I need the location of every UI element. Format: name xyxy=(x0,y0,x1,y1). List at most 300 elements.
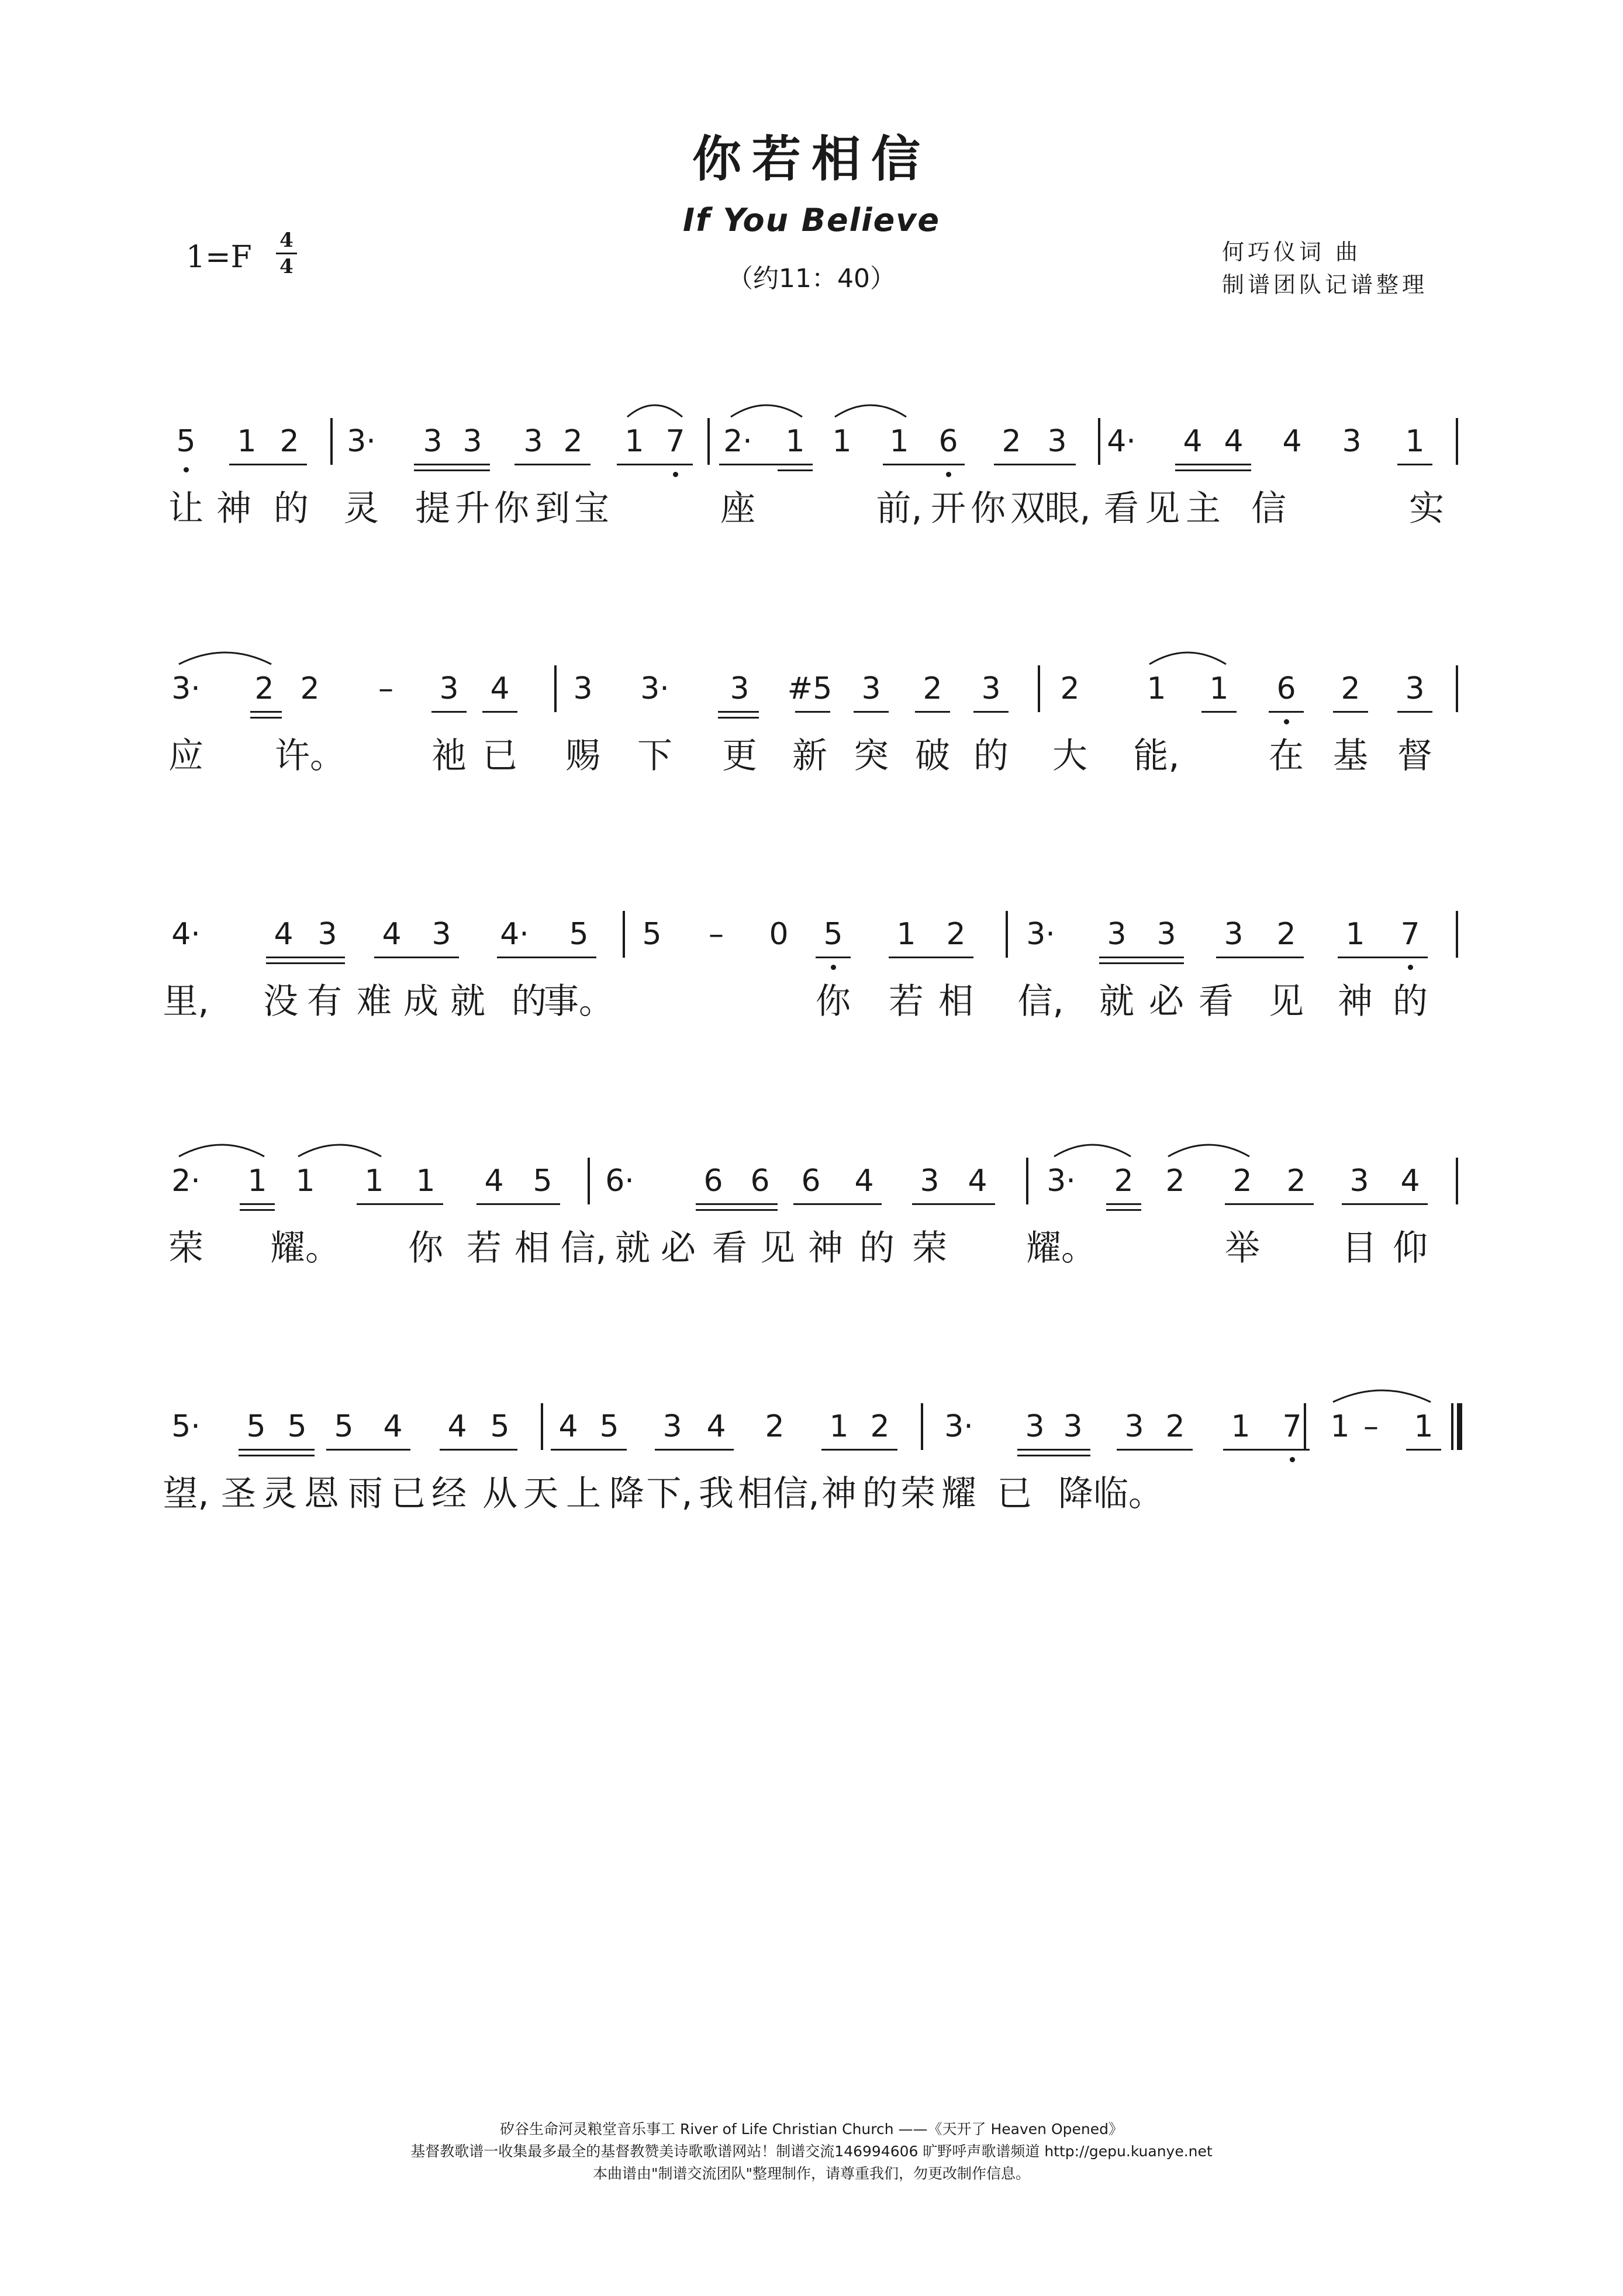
jianpu-note: 4· xyxy=(1107,424,1136,459)
jianpu-note: 1 xyxy=(416,1163,436,1199)
lyric-syllable: 荣 xyxy=(168,1228,203,1269)
lyric-syllable: 举 xyxy=(1225,1228,1260,1269)
jianpu-note: 1 xyxy=(247,1163,267,1199)
eighth-underline xyxy=(1223,1449,1310,1451)
lyric-syllable: 相 xyxy=(514,1228,550,1269)
low-octave-dot xyxy=(946,472,951,477)
jianpu-note: 3· xyxy=(1026,917,1055,952)
eighth-underline xyxy=(239,1449,315,1451)
bar-line xyxy=(1456,665,1458,712)
lyric-syllable: 已 xyxy=(997,1473,1032,1514)
jianpu-note: 2 xyxy=(946,917,966,952)
sixteenth-underline xyxy=(718,717,759,719)
lyric-syllable: 的 xyxy=(859,1228,895,1269)
jianpu-note: 3 xyxy=(1025,1409,1045,1444)
jianpu-note: 6 xyxy=(938,424,958,459)
jianpu-note: 1 xyxy=(896,917,916,952)
lyric-syllable: 督 xyxy=(1397,736,1432,776)
eighth-underline xyxy=(994,464,1076,465)
jianpu-note: 2 xyxy=(1341,671,1360,706)
lyric-syllable: 双 xyxy=(1010,488,1045,529)
lyric-syllable: 必 xyxy=(661,1228,696,1269)
lyric-syllable: 见 xyxy=(1145,488,1180,529)
jianpu-note: 2 xyxy=(1286,1163,1306,1199)
lyric-syllable: 信, xyxy=(560,1228,607,1269)
lyric-syllable: 已 xyxy=(391,1473,426,1514)
lyric-syllable: 有 xyxy=(307,981,342,1022)
footer-line-3: 本曲谱由"制谱交流团队"整理制作，请尊重我们，勿更改制作信息。 xyxy=(592,2165,1030,2182)
bar-line xyxy=(1006,911,1008,958)
jianpu-note: 2 xyxy=(1002,424,1021,459)
lyric-syllable: 荣 xyxy=(900,1473,935,1514)
footer-line-2: 基督教歌谱一收集最多最全的基督教赞美诗歌歌谱网站！制谱交流146994606 旷野呼声歌谱频道 http://gepu.kuanye.net xyxy=(410,2143,1213,2160)
jianpu-note: 4· xyxy=(171,917,201,952)
lyric-syllable: 的 xyxy=(1393,981,1428,1022)
jianpu-note: 6 xyxy=(1276,671,1296,706)
bar-line xyxy=(1456,911,1458,958)
jianpu-note: 5 xyxy=(823,917,843,952)
eighth-underline xyxy=(912,1203,995,1205)
lyric-syllable: 看 xyxy=(712,1228,747,1269)
bar-line xyxy=(330,418,333,465)
jianpu-note: 2 xyxy=(1165,1409,1185,1444)
jianpu-note: 4 xyxy=(1224,424,1244,459)
eighth-underline xyxy=(718,711,759,713)
lyric-syllable: 临。 xyxy=(1093,1473,1163,1514)
lyric-syllable: 眼, xyxy=(1044,488,1091,529)
lyric-syllable: 若 xyxy=(889,981,924,1022)
lyric-syllable: 的 xyxy=(973,736,1009,776)
tie-arc xyxy=(833,396,908,419)
jianpu-note: 1 xyxy=(832,424,852,459)
jianpu-note: 3· xyxy=(1047,1163,1076,1199)
eighth-underline xyxy=(973,711,1009,713)
lyric-syllable: 看 xyxy=(1104,488,1139,529)
sixteenth-underline xyxy=(266,962,345,964)
lyric-syllable: 基 xyxy=(1333,736,1368,776)
jianpu-note: 6· xyxy=(605,1163,634,1199)
footer-line-1: 矽谷生命河灵粮堂音乐事工 River of Life Christian Church ——《天开了 Heaven Opened》 xyxy=(500,2121,1123,2138)
bar-line xyxy=(1304,1403,1306,1450)
jianpu-note: 4 xyxy=(854,1163,874,1199)
lyric-syllable: 的 xyxy=(274,488,309,529)
jianpu-note: 3 xyxy=(1124,1409,1144,1444)
tie-arc xyxy=(177,1135,266,1159)
lyric-syllable: 神 xyxy=(821,1473,857,1514)
eighth-underline xyxy=(1342,1203,1428,1205)
lyric-syllable: 神 xyxy=(1338,981,1373,1022)
lyric-syllable: 就 xyxy=(615,1228,650,1269)
lyric-syllable: 恩 xyxy=(304,1473,339,1514)
jianpu-note: 4 xyxy=(1282,424,1302,459)
jianpu-note: 4 xyxy=(1400,1163,1420,1199)
jianpu-note: 5 xyxy=(569,917,589,952)
lyric-syllable: 在 xyxy=(1269,736,1304,776)
eighth-underline xyxy=(440,1449,517,1451)
jianpu-note: 3 xyxy=(523,424,543,459)
sixteenth-underline xyxy=(1106,1209,1141,1211)
eighth-underline xyxy=(1338,957,1428,958)
tie-arc xyxy=(1052,1135,1132,1159)
final-bar-thick xyxy=(1457,1403,1462,1450)
low-octave-dot xyxy=(1284,719,1289,724)
eighth-underline xyxy=(793,1203,882,1205)
song-subtitle: If You Believe xyxy=(682,202,941,239)
jianpu-note: 4 xyxy=(484,1163,504,1199)
bar-line xyxy=(1038,665,1040,712)
lyric-syllable: 必 xyxy=(1149,981,1184,1022)
jianpu-note: 3 xyxy=(1047,424,1067,459)
eighth-underline xyxy=(1099,957,1184,958)
lyric-syllable: 大 xyxy=(1052,736,1087,776)
eighth-underline xyxy=(482,711,517,713)
tie-arc xyxy=(626,396,684,419)
eighth-underline xyxy=(1225,1203,1314,1205)
jianpu-note: 1 xyxy=(1147,671,1166,706)
jianpu-note: 3 xyxy=(861,671,881,706)
sixteenth-underline xyxy=(250,717,282,719)
lyric-syllable: 仰 xyxy=(1393,1228,1428,1269)
jianpu-note: 0 xyxy=(769,917,789,952)
jianpu-note: 3· xyxy=(171,671,201,706)
jianpu-note: 3 xyxy=(317,917,337,952)
lyric-syllable: 破 xyxy=(915,736,950,776)
eighth-underline xyxy=(1106,1203,1141,1205)
lyric-syllable: 看 xyxy=(1199,981,1234,1022)
key-signature: 1=F xyxy=(186,240,252,275)
bar-line xyxy=(707,418,710,465)
jianpu-note: 5 xyxy=(599,1409,619,1444)
eighth-underline xyxy=(551,1449,627,1451)
jianpu-note: 3 xyxy=(920,1163,940,1199)
eighth-underline xyxy=(1216,957,1304,958)
jianpu-note: 2 xyxy=(1165,1163,1185,1199)
lyric-syllable: 升 xyxy=(455,488,490,529)
bar-line xyxy=(1456,418,1458,465)
tie-arc xyxy=(1148,643,1228,667)
jianpu-note: 3· xyxy=(347,424,376,459)
jianpu-note: 3 xyxy=(1063,1409,1083,1444)
lyric-syllable: 见 xyxy=(1269,981,1304,1022)
lyric-syllable: 信, xyxy=(773,1473,820,1514)
jianpu-note: 3· xyxy=(640,671,669,706)
eighth-underline xyxy=(1017,1449,1090,1451)
lyric-syllable: 天 xyxy=(523,1473,558,1514)
jianpu-note: 2 xyxy=(870,1409,890,1444)
lyric-syllable: 见 xyxy=(760,1228,795,1269)
scripture-reference: （约11：40） xyxy=(727,264,896,294)
jianpu-note: 2 xyxy=(923,671,942,706)
sixteenth-underline xyxy=(1099,962,1184,964)
lyric-syllable: 主 xyxy=(1186,488,1221,529)
jianpu-note: 4 xyxy=(447,1409,467,1444)
lyric-syllable: 没 xyxy=(263,981,298,1022)
eighth-underline xyxy=(514,464,591,465)
eighth-underline xyxy=(655,1449,734,1451)
jianpu-note: 4 xyxy=(274,917,293,952)
lyric-syllable: 赐 xyxy=(565,736,600,776)
bar-line xyxy=(554,665,557,712)
jianpu-note: 2 xyxy=(1232,1163,1252,1199)
jianpu-note: 1 xyxy=(785,424,805,459)
eighth-underline xyxy=(696,1203,778,1205)
jianpu-note: 1 xyxy=(829,1409,849,1444)
jianpu-note: 7 xyxy=(1282,1409,1302,1444)
lyric-syllable: 开 xyxy=(931,488,966,529)
eighth-underline xyxy=(1397,711,1432,713)
sixteenth-underline xyxy=(696,1209,778,1211)
lyric-syllable: 神 xyxy=(808,1228,843,1269)
sixteenth-underline xyxy=(1017,1455,1090,1456)
jianpu-note: 7 xyxy=(665,424,685,459)
lyric-syllable: 望, xyxy=(163,1473,209,1514)
jianpu-note: 3 xyxy=(462,424,482,459)
low-octave-dot xyxy=(1290,1457,1295,1462)
bar-line xyxy=(1098,418,1100,465)
jianpu-note: 6 xyxy=(703,1163,723,1199)
jianpu-note: 2 xyxy=(563,424,583,459)
lyric-syllable: 难 xyxy=(357,981,392,1022)
jianpu-note: 2 xyxy=(1276,917,1296,952)
time-signature xyxy=(276,229,297,278)
eighth-underline xyxy=(1269,711,1304,713)
eighth-underline xyxy=(414,464,490,465)
eighth-underline xyxy=(1397,464,1432,465)
jianpu-note: 4 xyxy=(706,1409,726,1444)
lyric-syllable: 相 xyxy=(938,981,973,1022)
jianpu-note: 1 xyxy=(1414,1409,1434,1444)
jianpu-note: 3 xyxy=(1224,917,1244,952)
jianpu-note: 1 xyxy=(1345,917,1365,952)
sixteenth-underline xyxy=(414,469,490,471)
eighth-underline xyxy=(889,957,973,958)
low-octave-dot xyxy=(184,467,189,472)
lyric-syllable: 经 xyxy=(431,1473,467,1514)
lyric-syllable: 耀。 xyxy=(270,1228,340,1269)
eighth-underline xyxy=(854,711,889,713)
jianpu-note: 5 xyxy=(642,917,662,952)
eighth-underline xyxy=(1406,1449,1441,1451)
jianpu-note: 5 xyxy=(246,1409,266,1444)
lyric-syllable: 里, xyxy=(163,981,209,1022)
jianpu-note: 5 xyxy=(490,1409,510,1444)
eighth-underline xyxy=(266,957,345,958)
eighth-underline xyxy=(915,711,950,713)
jianpu-note: 2 xyxy=(279,424,299,459)
lyric-syllable: 更 xyxy=(722,736,757,776)
lyric-syllable: 许。 xyxy=(275,736,345,776)
jianpu-note: 5 xyxy=(533,1163,552,1199)
jianpu-note: 2· xyxy=(171,1163,201,1199)
eighth-underline xyxy=(326,1449,410,1451)
lyric-syllable: 信, xyxy=(1017,981,1064,1022)
jianpu-note: 3 xyxy=(981,671,1001,706)
lyric-syllable: 就 xyxy=(1099,981,1134,1022)
eighth-underline xyxy=(795,711,830,713)
jianpu-note: 3 xyxy=(662,1409,682,1444)
lyric-syllable: 成 xyxy=(403,981,438,1022)
jianpu-note: 4· xyxy=(500,917,529,952)
lyric-syllable: 若 xyxy=(467,1228,502,1269)
jianpu-note: 1 xyxy=(237,424,257,459)
eighth-underline xyxy=(821,1449,897,1451)
arranger: 制谱团队记谱整理 xyxy=(1222,272,1428,298)
jianpu-note: 2 xyxy=(1114,1163,1134,1199)
lyric-syllable: 到 xyxy=(535,488,570,529)
tie-arc xyxy=(1166,1135,1251,1159)
bar-line xyxy=(588,1158,590,1204)
jianpu-note: 1 xyxy=(624,424,644,459)
jianpu-note: 5 xyxy=(176,424,196,459)
jianpu-note: 6 xyxy=(750,1163,770,1199)
eighth-underline xyxy=(240,1203,275,1205)
jianpu-note: 4 xyxy=(968,1163,987,1199)
tie-arc xyxy=(296,1135,383,1159)
low-octave-dot xyxy=(1408,965,1413,970)
jianpu-note: 1 xyxy=(1209,671,1229,706)
bar-line xyxy=(1026,1158,1028,1204)
song-title: 你若相信 xyxy=(692,130,931,188)
jianpu-note: 4 xyxy=(558,1409,578,1444)
jianpu-note: 2 xyxy=(300,671,320,706)
eighth-underline xyxy=(374,957,459,958)
jianpu-note: 4 xyxy=(490,671,510,706)
lyricist-composer: 何巧仪词 曲 xyxy=(1222,239,1362,265)
jianpu-note: 3 xyxy=(730,671,750,706)
lyric-syllable: 突 xyxy=(854,736,889,776)
lyric-syllable: 你 xyxy=(494,488,529,529)
lyric-syllable: 应 xyxy=(168,736,203,776)
jianpu-note: 7 xyxy=(1400,917,1420,952)
lyric-syllable: 就 xyxy=(450,981,485,1022)
eighth-underline xyxy=(497,957,596,958)
sixteenth-underline xyxy=(778,469,813,471)
lyric-syllable: 让 xyxy=(168,488,203,529)
eighth-underline xyxy=(1333,711,1368,713)
jianpu-note: 3 xyxy=(431,917,451,952)
jianpu-note: 3 xyxy=(1156,917,1176,952)
lyric-syllable: 你 xyxy=(408,1228,443,1269)
lyric-syllable: 灵 xyxy=(262,1473,297,1514)
eighth-underline xyxy=(1117,1449,1193,1451)
lyric-syllable: 降 xyxy=(609,1473,644,1514)
lyric-syllable: 宝 xyxy=(574,488,609,529)
lyric-syllable: 耀。 xyxy=(1026,1228,1096,1269)
lyric-syllable: 前, xyxy=(876,488,923,529)
tie-arc xyxy=(729,396,804,419)
jianpu-note: 4 xyxy=(382,917,402,952)
eighth-underline xyxy=(617,464,693,465)
jianpu-note: #5 xyxy=(787,671,833,706)
jianpu-note: 2 xyxy=(254,671,274,706)
lyric-syllable: 荣 xyxy=(912,1228,947,1269)
tie-arc xyxy=(177,643,273,667)
lyric-syllable: 祂 xyxy=(431,736,467,776)
bar-line xyxy=(1456,1158,1458,1204)
bar-line xyxy=(623,911,625,958)
jianpu-note: 3 xyxy=(1107,917,1127,952)
bar-line xyxy=(541,1403,543,1450)
low-octave-dot xyxy=(831,965,836,970)
low-octave-dot xyxy=(673,472,678,477)
lyric-syllable: 下 xyxy=(637,736,672,776)
lyric-syllable: 目 xyxy=(1342,1228,1377,1269)
jianpu-note: 5 xyxy=(287,1409,307,1444)
jianpu-note: – xyxy=(1363,1409,1379,1444)
lyric-syllable: 你 xyxy=(816,981,851,1022)
jianpu-note: 3 xyxy=(423,424,443,459)
time-signature-top: 4 xyxy=(279,229,293,252)
sixteenth-underline xyxy=(1175,469,1251,471)
jianpu-note: 3 xyxy=(1405,671,1425,706)
eighth-underline xyxy=(229,464,307,465)
tie-arc xyxy=(1331,1381,1432,1404)
jianpu-note: 3 xyxy=(1349,1163,1369,1199)
lyric-syllable: 能, xyxy=(1133,736,1180,776)
jianpu-note: 2· xyxy=(723,424,752,459)
lyric-syllable: 圣 xyxy=(221,1473,256,1514)
eighth-underline xyxy=(1201,711,1237,713)
lyric-syllable: 相 xyxy=(738,1473,773,1514)
eighth-underline xyxy=(431,711,467,713)
lyric-syllable: 实 xyxy=(1409,488,1444,529)
jianpu-note: 1 xyxy=(364,1163,384,1199)
jianpu-note: 1 xyxy=(1405,424,1425,459)
sixteenth-underline xyxy=(239,1455,315,1456)
jianpu-note: 2 xyxy=(1060,671,1080,706)
lyric-syllable: 座 xyxy=(720,488,755,529)
sixteenth-underline xyxy=(240,1209,275,1211)
eighth-underline xyxy=(476,1203,560,1205)
eighth-underline xyxy=(357,1203,443,1205)
lyric-syllable: 的 xyxy=(862,1473,897,1514)
lyric-syllable: 雨 xyxy=(348,1473,383,1514)
jianpu-note: – xyxy=(378,671,393,706)
lyric-syllable: 从 xyxy=(482,1473,517,1514)
jianpu-note: 1 xyxy=(1231,1409,1251,1444)
lyric-syllable: 上 xyxy=(566,1473,601,1514)
jianpu-note: 6 xyxy=(801,1163,821,1199)
eighth-underline xyxy=(1175,464,1251,465)
lyric-syllable: 你 xyxy=(971,488,1006,529)
final-bar-thin xyxy=(1451,1403,1453,1450)
jianpu-note: 1 xyxy=(1330,1409,1350,1444)
jianpu-note: 3· xyxy=(944,1409,973,1444)
jianpu-note: 5 xyxy=(334,1409,354,1444)
lyric-syllable: 耀 xyxy=(941,1473,976,1514)
jianpu-note: 4 xyxy=(1183,424,1203,459)
lyric-syllable: 信 xyxy=(1251,488,1286,529)
lyric-syllable: 神 xyxy=(216,488,251,529)
jianpu-note: 4 xyxy=(383,1409,403,1444)
lyric-syllable: 的 xyxy=(512,981,547,1022)
jianpu-note: 1 xyxy=(295,1163,315,1199)
jianpu-note: 5· xyxy=(171,1409,201,1444)
lyric-syllable: 提 xyxy=(415,488,450,529)
lyric-syllable: 我 xyxy=(699,1473,734,1514)
eighth-underline xyxy=(250,711,282,713)
lyric-syllable: 下, xyxy=(646,1473,693,1514)
bar-line xyxy=(921,1403,923,1450)
eighth-underline xyxy=(883,464,965,465)
lyric-syllable: 已 xyxy=(482,736,517,776)
time-signature-bottom: 4 xyxy=(279,255,293,278)
jianpu-note: 2 xyxy=(765,1409,785,1444)
jianpu-note: 3 xyxy=(439,671,459,706)
lyric-syllable: 事。 xyxy=(544,981,614,1022)
eighth-underline xyxy=(719,464,813,465)
lyric-syllable: 新 xyxy=(792,736,827,776)
